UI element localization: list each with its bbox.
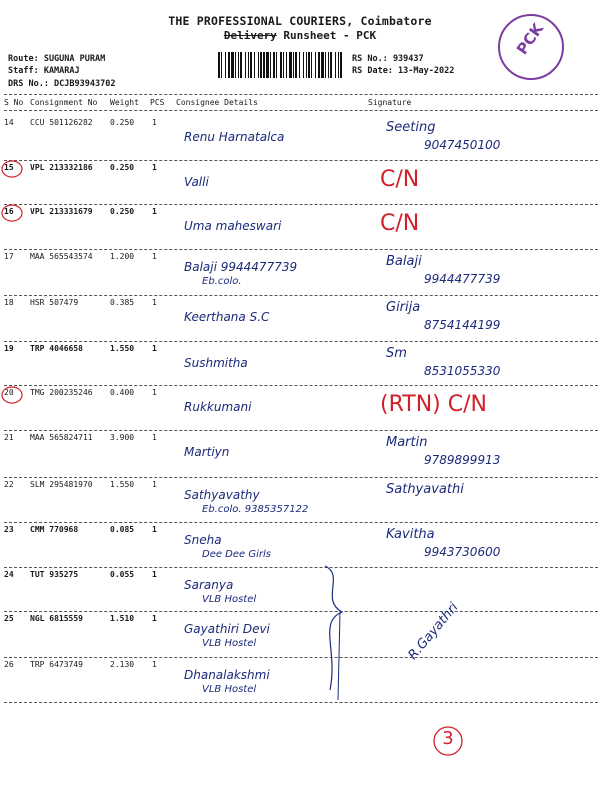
row-consignment-no: CCU 501126282 xyxy=(30,118,93,127)
row-phone: 9047450100 xyxy=(424,138,501,152)
col-signature: Signature xyxy=(368,98,412,107)
subtitle-struck-word: Delivery xyxy=(223,29,277,42)
row-phone: 9943730600 xyxy=(424,545,501,559)
row-sno: 16 xyxy=(4,207,14,216)
row-pcs: 1 xyxy=(152,570,157,579)
row-consignee-detail: VLB Hostel xyxy=(202,684,257,695)
row-consignment-no: VPL 213331679 xyxy=(30,207,93,216)
row-consignment-no: HSR 507479 xyxy=(30,298,79,307)
row-phone: 8531055330 xyxy=(424,364,501,378)
row-sno: 15 xyxy=(4,163,14,172)
row-weight: 3.900 xyxy=(110,433,135,442)
col-weight: Weight xyxy=(110,98,139,107)
col-sno: S No xyxy=(4,98,24,107)
row-phone: 9789899913 xyxy=(424,453,501,467)
row-consignment-no: CMM 770968 xyxy=(30,525,79,534)
row-consignment-no: SLM 295481970 xyxy=(30,480,93,489)
row-consignment-no: TRP 6473749 xyxy=(30,660,83,669)
row-pcs: 1 xyxy=(152,614,157,623)
col-consignment: Consignment No xyxy=(30,98,98,107)
row-consignee-detail: Eb.colo. xyxy=(202,276,242,287)
col-consignee: Consignee Details xyxy=(176,98,258,107)
row-consignee-name: Renu Harnatalca xyxy=(184,130,285,144)
row-signature: R.Gayathri xyxy=(405,600,462,663)
row-weight: 1.200 xyxy=(110,252,135,261)
rs-date: RS Date: 13-May-2022 xyxy=(352,66,455,76)
rs-number: RS No.: 939437 xyxy=(352,54,424,64)
row-consignee-detail: Dee Dee Girls xyxy=(202,549,271,560)
row-pcs: 1 xyxy=(152,480,157,489)
circle-mark-16 xyxy=(2,205,22,221)
row-consignee-name: Gayathiri Devi xyxy=(184,622,270,636)
row-sno: 23 xyxy=(4,525,14,534)
row-weight: 0.250 xyxy=(110,163,135,172)
row-weight: 0.385 xyxy=(110,298,135,307)
row-signature: C/N xyxy=(380,167,420,192)
row-pcs: 1 xyxy=(152,298,157,307)
row-consignee-name: Rukkumani xyxy=(184,400,252,414)
row-pcs: 1 xyxy=(152,525,157,534)
row-consignee-name: Valli xyxy=(184,175,209,189)
row-sno: 19 xyxy=(4,344,14,353)
row-sno: 22 xyxy=(4,480,14,489)
circle-mark-20 xyxy=(2,387,22,403)
row-weight: 1.550 xyxy=(110,344,135,353)
row-consignment-no: VPL 213332186 xyxy=(30,163,93,172)
row-weight: 0.400 xyxy=(110,388,135,397)
row-weight: 0.250 xyxy=(110,118,135,127)
row-phone: 9944477739 xyxy=(424,272,501,286)
row-signature: Sathyavathi xyxy=(386,482,464,497)
row-pcs: 1 xyxy=(152,388,157,397)
row-sno: 18 xyxy=(4,298,14,307)
row-consignee-name: Sushmitha xyxy=(184,356,248,370)
row-pcs: 1 xyxy=(152,660,157,669)
row-sno: 14 xyxy=(4,118,14,127)
row-consignee-name: Balaji 9944477739 xyxy=(184,260,298,274)
row-signature: Seeting xyxy=(386,120,436,135)
row-pcs: 1 xyxy=(152,433,157,442)
drs-label: DRS No.: DCJB93943702 xyxy=(8,79,116,89)
row-pcs: 1 xyxy=(152,163,157,172)
row-consignee-name: Sneha xyxy=(184,533,222,547)
row-consignee-name: Keerthana S.C xyxy=(184,310,270,324)
row-signature: Sm xyxy=(386,346,407,361)
row-signature: C/N xyxy=(380,211,420,236)
row-pcs: 1 xyxy=(152,118,157,127)
row-sno: 24 xyxy=(4,570,14,579)
row-sno: 25 xyxy=(4,614,14,623)
hostel-bracket-stem xyxy=(338,612,340,700)
row-consignment-no: MAA 565543574 xyxy=(30,252,93,261)
row-consignment-no: NGL 6815559 xyxy=(30,614,83,623)
row-consignee-detail: VLB Hostel xyxy=(202,594,257,605)
row-weight: 0.250 xyxy=(110,207,135,216)
row-sno: 26 xyxy=(4,660,14,669)
row-sno: 20 xyxy=(4,388,14,397)
staff-label: Staff: KAMARAJ xyxy=(8,66,80,76)
row-weight: 1.550 xyxy=(110,480,135,489)
row-weight: 1.510 xyxy=(110,614,135,623)
row-consignment-no: TMG 200235246 xyxy=(30,388,93,397)
row-consignee-name: Sathyavathy xyxy=(184,488,260,502)
row-consignee-name: Dhanalakshmi xyxy=(184,668,270,682)
page-mark: 3 xyxy=(442,728,454,749)
row-consignee-detail: Eb.colo. 9385357122 xyxy=(202,504,309,515)
row-pcs: 1 xyxy=(152,252,157,261)
row-consignee-detail: VLB Hostel xyxy=(202,638,257,649)
row-sno: 21 xyxy=(4,433,14,442)
row-consignment-no: TRP 4046658 xyxy=(30,344,83,353)
row-consignee-name: Uma maheswari xyxy=(184,219,282,233)
pck-stamp-text: PCK xyxy=(512,20,548,58)
row-signature: Balaji xyxy=(386,254,422,269)
subtitle-rest: Runsheet - PCK xyxy=(276,29,377,42)
row-weight: 0.055 xyxy=(110,570,135,579)
row-signature: Girija xyxy=(386,300,421,315)
row-consignment-no: MAA 565824711 xyxy=(30,433,93,442)
row-weight: 0.085 xyxy=(110,525,135,534)
route-label: Route: SUGUNA PURAM xyxy=(8,54,106,64)
row-pcs: 1 xyxy=(152,344,157,353)
row-consignee-name: Martiyn xyxy=(184,445,230,459)
circle-mark-15 xyxy=(2,161,22,177)
col-pcs: PCS xyxy=(150,98,165,107)
row-sno: 17 xyxy=(4,252,14,261)
row-phone: 8754144199 xyxy=(424,318,501,332)
row-pcs: 1 xyxy=(152,207,157,216)
row-weight: 2.130 xyxy=(110,660,135,669)
row-signature: Kavitha xyxy=(386,527,435,542)
row-signature: Martin xyxy=(386,435,428,450)
row-consignment-no: TUT 935275 xyxy=(30,570,79,579)
row-signature: (RTN) C/N xyxy=(380,392,487,417)
document-title: THE PROFESSIONAL COURIERS, Coimbatore xyxy=(168,14,432,28)
row-consignee-name: Saranya xyxy=(184,578,234,592)
